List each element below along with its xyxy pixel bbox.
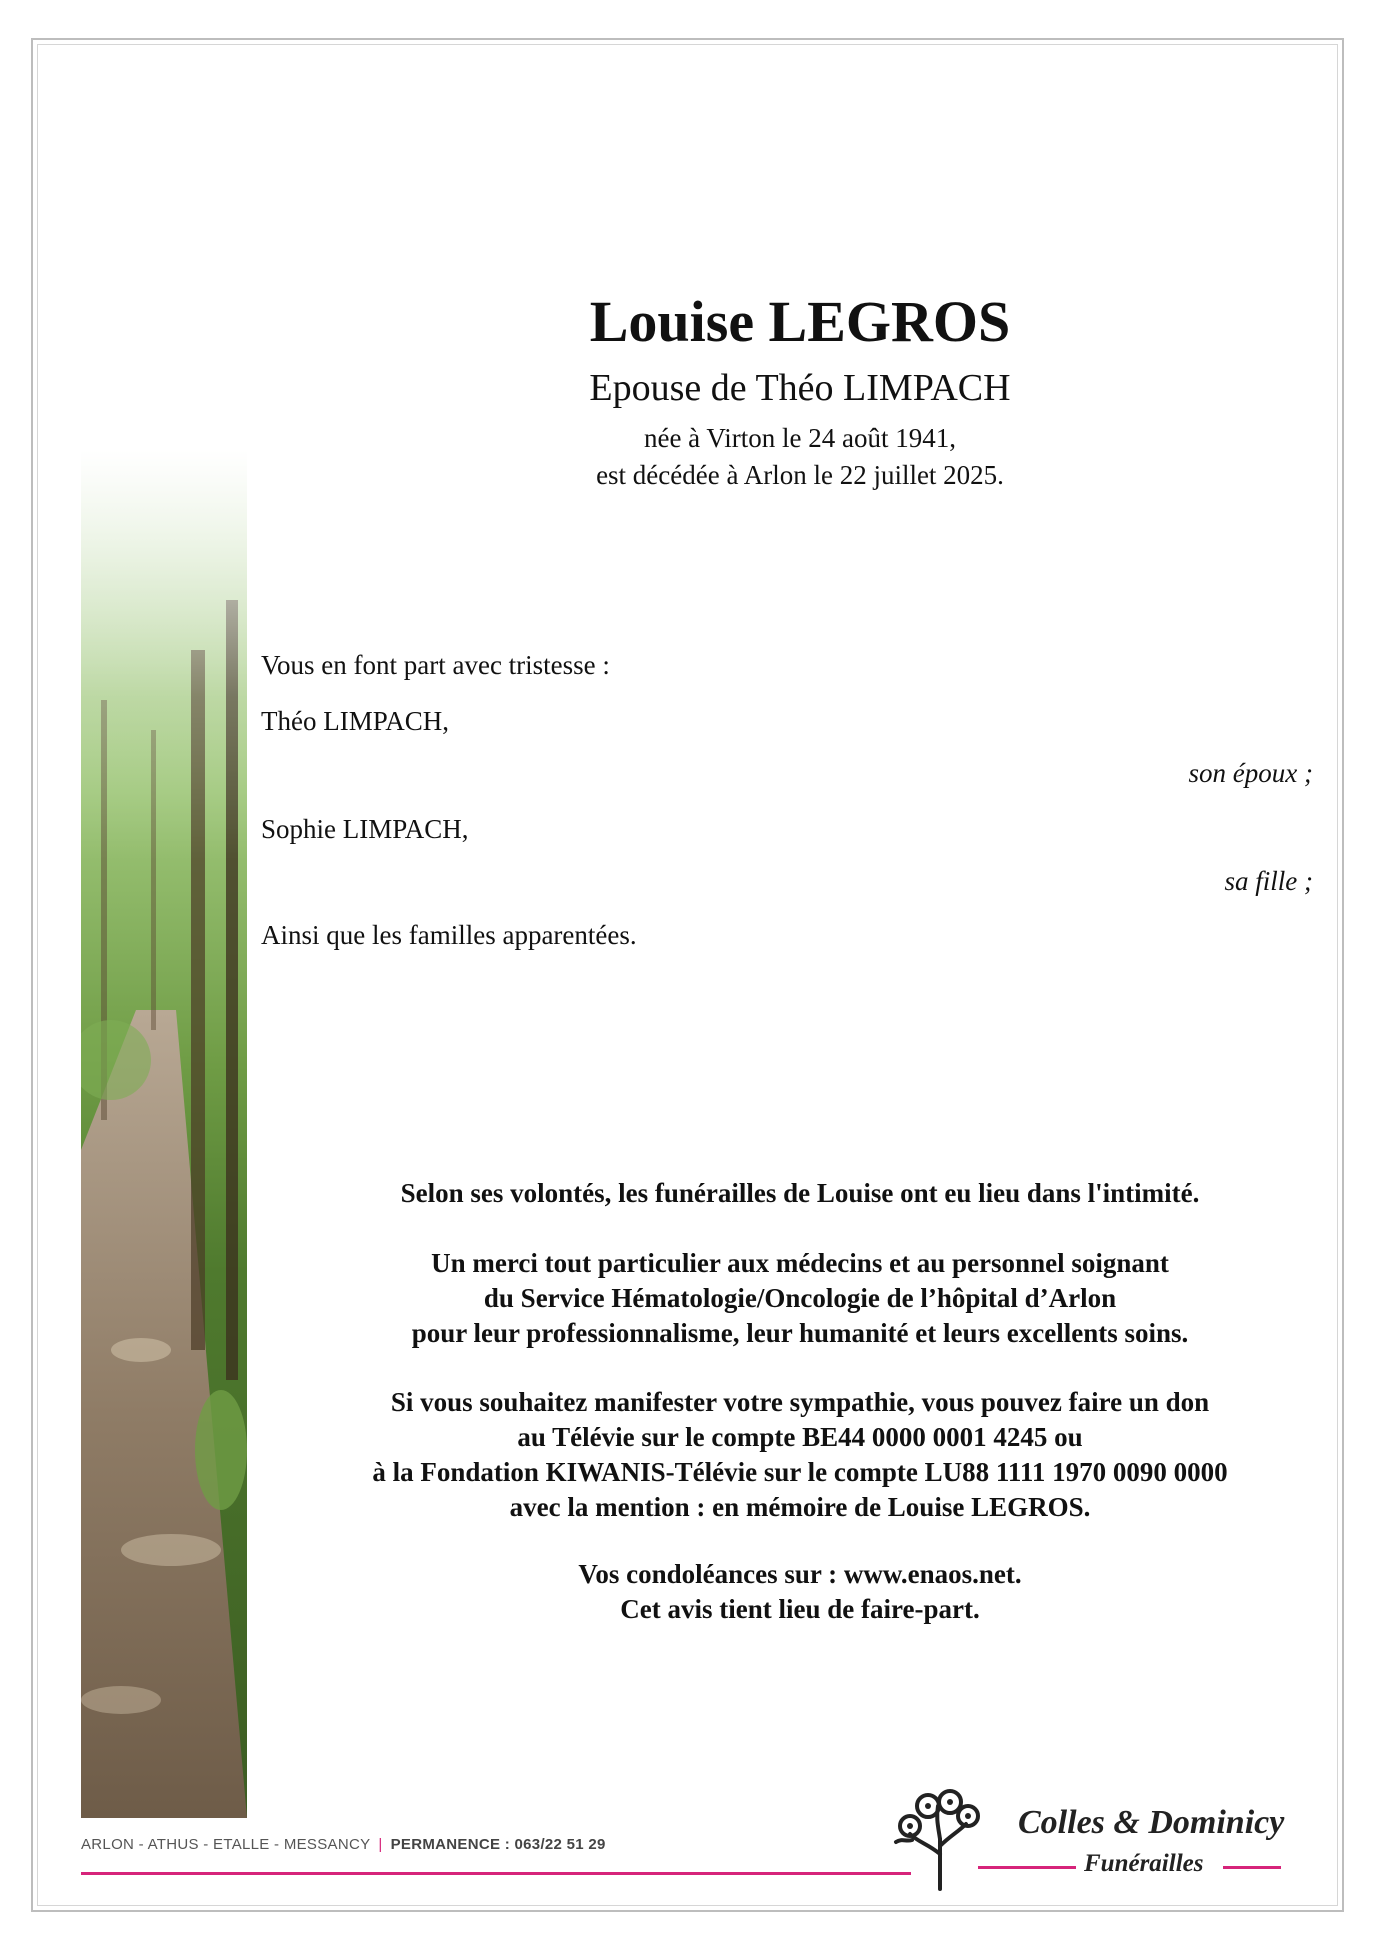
forest-path-photo: [81, 450, 247, 1818]
thanks-line: pour leur professionnalisme, leur humanité et leurs excellents soins.: [411, 1318, 1189, 1348]
donation-line: au Télévie sur le compte BE44 0000 0001 4245 ou: [517, 1422, 1083, 1452]
logo-title: Colles & Dominicy: [1018, 1804, 1285, 1841]
spouse-line: Epouse de Théo LIMPACH: [589, 367, 1011, 409]
family-member-relation: son époux ;: [1188, 758, 1313, 788]
tree-icon: [888, 1784, 988, 1894]
footer-info: [81, 1836, 606, 1853]
funeral-message: Selon ses volontés, les funérailles de Louise ont eu lieu dans l'intimité.: [400, 1178, 1200, 1208]
donation-message: [260, 1385, 1340, 1525]
condolences-message: [260, 1557, 1340, 1627]
footer-accent-line: [81, 1872, 911, 1875]
thanks-line: Un merci tout particulier aux médecins et au personnel soignant: [431, 1248, 1169, 1278]
death-line: est décédée à Arlon le 22 juillet 2025.: [596, 460, 1004, 490]
footer-separator: |: [378, 1836, 383, 1853]
footer-locations: ARLON - ATHUS - ETALLE - MESSANCY: [81, 1836, 371, 1853]
announcement-intro: Vous en font part avec tristesse :: [261, 650, 610, 680]
donation-line: Si vous souhaitez manifester votre sympathie, vous pouvez faire un don: [390, 1387, 1210, 1417]
condolences-line: Vos condoléances sur : www.enaos.net.: [578, 1559, 1022, 1589]
funeral-home-logo: [888, 1784, 1298, 1894]
birth-line: née à Virton le 24 août 1941,: [643, 423, 957, 453]
logo-accent-line: [1223, 1866, 1281, 1869]
donation-line: à la Fondation KIWANIS-Télévie sur le compte LU88 1111 1970 0090 0000: [372, 1457, 1228, 1487]
deceased-name: Louise LEGROS: [589, 289, 1011, 354]
announcement-closing: Ainsi que les familles apparentées.: [261, 920, 637, 950]
logo-subtitle: Funérailles: [1084, 1850, 1204, 1877]
family-member-name: Théo LIMPACH,: [261, 706, 450, 736]
family-member-relation: sa fille ;: [1224, 866, 1313, 896]
condolences-line: Cet avis tient lieu de faire-part.: [620, 1594, 980, 1624]
donation-line: avec la mention : en mémoire de Louise LEGROS.: [509, 1492, 1091, 1522]
thanks-line: du Service Hématologie/Oncologie de l’hôpital d’Arlon: [483, 1283, 1117, 1313]
logo-accent-line: [978, 1866, 1076, 1869]
footer-permanence: PERMANENCE : 063/22 51 29: [390, 1836, 606, 1853]
family-member-name: Sophie LIMPACH,: [261, 814, 469, 844]
thanks-message: [260, 1246, 1340, 1351]
